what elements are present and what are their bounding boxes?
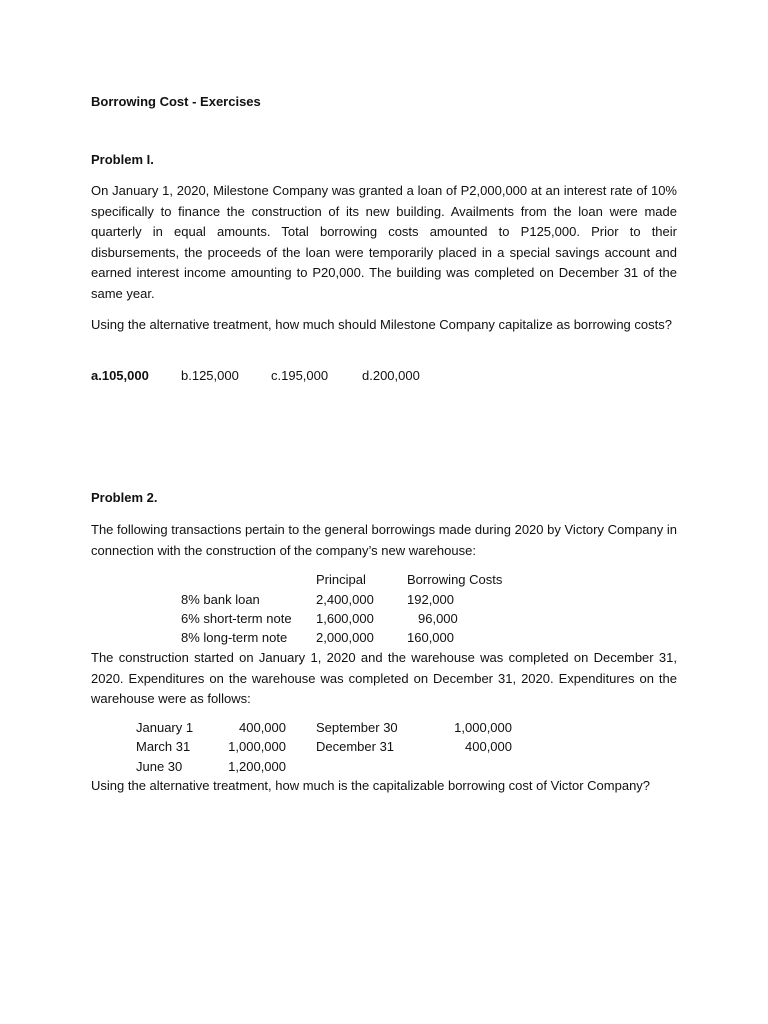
problem2-intro: The following transactions pertain to the general borrowings made during 2020 by Victory Company in connection with the construction of the company’s new warehouse: (91, 522, 677, 558)
choice-d: d.200,000 (362, 368, 420, 383)
expenditure-amount: 1,000,000 (228, 739, 286, 754)
loan-cost: 192,000 (407, 592, 454, 607)
choice-c: c.195,000 (271, 368, 329, 383)
table-row (0, 630, 768, 650)
expenditure-date: March 31 (136, 739, 191, 754)
table-header-row (0, 572, 768, 592)
table-row (0, 739, 768, 759)
borrowing-costs-header: Borrowing Costs (407, 572, 503, 587)
table-row (0, 720, 768, 740)
table-row (0, 611, 768, 631)
problem2-heading: Problem 2. (91, 490, 158, 505)
loan-principal: 2,400,000 (316, 592, 374, 607)
loan-name: 6% short-term note (181, 611, 292, 626)
loan-cost: 160,000 (407, 630, 454, 645)
problem1-heading: Problem I. (91, 152, 154, 167)
principal-header: Principal (316, 572, 366, 587)
choice-a: a.105,000 (91, 368, 149, 383)
expenditure-amount: 1,200,000 (228, 759, 286, 774)
expenditure-date: June 30 (136, 759, 183, 774)
loan-principal: 1,600,000 (316, 611, 374, 626)
expenditure-date: September 30 (316, 720, 398, 735)
construction-paragraph: The construction started on January 1, 2020 and the warehouse was completed on December 31, 2020. Expenditures on the warehouse was completed on December 31, 2020. Expenditures on the warehouse were as follows: (91, 650, 677, 706)
problem2-question: Using the alternative treatment, how much is the capitalizable borrowing cost of Victor Company? (91, 778, 651, 793)
loan-principal: 2,000,000 (316, 630, 374, 645)
table-row (0, 592, 768, 612)
loan-name: 8% bank loan (181, 592, 260, 607)
choice-b: b.125,000 (181, 368, 239, 383)
expenditure-date: January 1 (136, 720, 194, 735)
loan-name: 8% long-term note (181, 630, 288, 645)
expenditure-amount: 400,000 (465, 739, 512, 754)
loan-cost: 96,000 (418, 611, 458, 626)
expenditure-date: December 31 (316, 739, 395, 754)
expenditure-amount: 1,000,000 (454, 720, 512, 735)
problem1-paragraph: On January 1, 2020, Milestone Company was granted a loan of P2,000,000 at an interest rate of 10% specifically to finance the construction of its new building. Availments from the loan were made quarterly in equal amounts. Total borrowing costs amounted to P125,000. Prior to their disbursements, the proceeds of the loan were temporarily placed in a special savings account and earned interest income amounting to P20,000. The building was completed on December 31 of the same year. (91, 183, 677, 301)
document-title: Borrowing Cost - Exercises (91, 94, 261, 109)
problem1-question: Using the alternative treatment, how much should Milestone Company capitalize as borrowing costs? (91, 317, 672, 332)
expenditure-amount: 400,000 (239, 720, 286, 735)
